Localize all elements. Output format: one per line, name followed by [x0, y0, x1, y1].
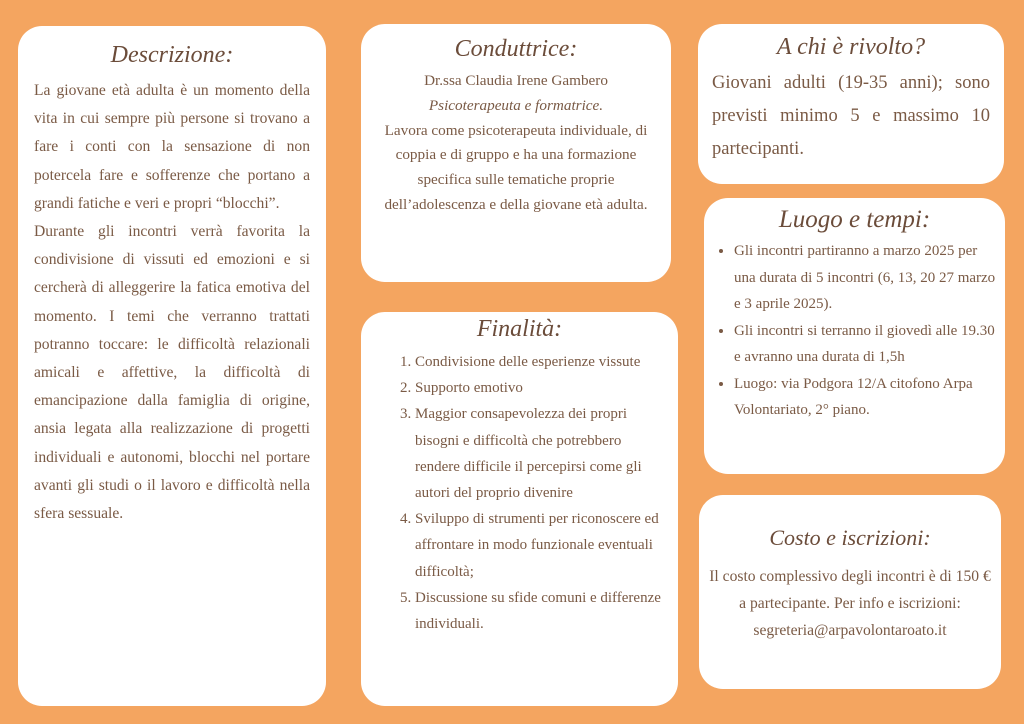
finalita-list — [375, 349, 664, 637]
finalita-card — [361, 312, 678, 706]
finalita-title: Finalità: — [476, 316, 563, 342]
luogo-list — [712, 238, 997, 424]
descrizione-card — [18, 26, 326, 706]
finalita-item: 1. Condivisione delle esperienze vissute — [415, 349, 664, 375]
finalita-item: 4. Sviluppo di strumenti per riconoscere ed affrontare in modo funzionale eventuali difficoltà; — [415, 506, 664, 585]
descrizione-paragraph-2: Durante gli incontri verrà favorita la condivisione di vissuti ed emozioni e si cercherà di alleggerire la fatica emotiva del momento. I temi che verranno trattati potranno toccare: le difficoltà relazionali amicali e affettive, la difficoltà di emancipazione dalla famiglia di origine, ansia legata alla realizzazione di progetti individuali e autonomi, blocchi nel portare avanti gli studi o il lavoro e difficoltà nella sfera sessuale. — [34, 223, 310, 523]
conduttrice-name-line — [375, 69, 657, 94]
luogo-item: • Gli incontri si terranno il giovedì alle 19.30 e avranno una durata di 1,5h — [734, 318, 997, 371]
conduttrice-bio: Lavora come psicoterapeuta individuale, di coppia e di gruppo e ha una formazione specifica sulle tematiche proprie dell’adolescenza e della giovane età adulta. — [384, 121, 648, 213]
costo-text: Il costo complessivo degli incontri è di 150 € a partecipante. Per info e iscrizioni: — [709, 568, 991, 612]
luogo-title: Luogo e tempi: — [778, 206, 931, 233]
costo-email: segreteria@arpavolontaroato.it — [753, 622, 947, 639]
rivolto-text: Giovani adulti (19-35 anni); sono previsti minimo 5 e massimo 10 partecipanti. — [712, 73, 990, 159]
rivolto-title: A chi è rivolto? — [776, 34, 926, 60]
conduttrice-role: Psicoterapeuta e formatrice. — [428, 96, 604, 114]
finalita-item: 3. Maggior consapevolezza dei propri bisogni e difficoltà che potrebbero rendere difficile il percepirsi come gli autori del proprio divenire — [415, 401, 664, 506]
descrizione-paragraph-1: La giovane età adulta è un momento della vita in cui sempre più persone si trovano a fare i conti con la sensazione di non potercela fare e sofferenze che portano a grandi fatiche e veri e propri “blocchi”. — [34, 82, 310, 212]
costo-card — [699, 495, 1001, 689]
costo-title: Costo e iscrizioni: — [769, 525, 931, 550]
conduttrice-card — [361, 24, 671, 282]
finalita-item: 5. Discussione su sfide comuni e differenze individuali. — [415, 585, 664, 637]
finalita-item: 2. Supporto emotivo — [415, 375, 664, 401]
luogo-card — [704, 198, 1005, 474]
descrizione-title: Descrizione: — [110, 42, 234, 68]
conduttrice-prefix: Dr.ssa — [424, 72, 466, 89]
conduttrice-title: Conduttrice: — [454, 36, 578, 62]
luogo-item: • Luogo: via Podgora 12/A citofono Arpa Volontariato, 2° piano. — [734, 371, 997, 424]
luogo-item: • Gli incontri partiranno a marzo 2025 per una durata di 5 incontri (6, 13, 20 27 marzo e 3 aprile 2025). — [734, 238, 997, 318]
conduttrice-name: Claudia Irene Gambero — [465, 72, 608, 89]
rivolto-card — [698, 24, 1004, 184]
